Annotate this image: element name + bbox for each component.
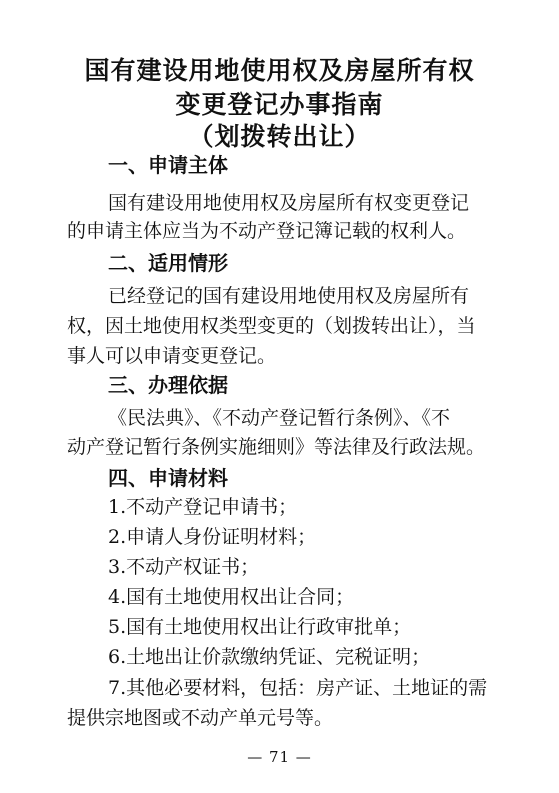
document-subtitle: （划拨转出让）: [188, 122, 371, 151]
list-item: 5.国有土地使用权出让行政审批单；: [108, 616, 412, 638]
paragraph-line: 《民法典》、《不动产登记暂行条例》、《不: [108, 407, 451, 429]
paragraph-line: 权，因土地使用权类型变更的（划拨转出让），当: [67, 315, 476, 337]
list-item: 7.其他必要材料，包括：房产证、土地证的需: [108, 677, 488, 699]
list-item: 4.国有土地使用权出让合同；: [108, 586, 355, 608]
section-heading-applicable-cases: 二、适用情形: [108, 251, 228, 275]
section-heading-legal-basis: 三、办理依据: [108, 373, 228, 397]
section-heading-materials: 四、申请材料: [108, 466, 228, 490]
list-item: 1.不动产登记申请书；: [108, 496, 298, 518]
paragraph-line: 动产登记暂行条例实施细则》等法律及行政法规。: [67, 436, 486, 458]
document-title-line-2: 变更登记办事指南: [175, 90, 384, 119]
document-title-line-1: 国有建设用地使用权及房屋所有权: [84, 56, 475, 85]
section-heading-applicant: 一、申请主体: [108, 153, 228, 177]
paragraph-line: 的申请主体应当为不动产登记簿记载的权利人。: [67, 220, 467, 242]
list-item-continuation: 提供宗地图或不动产单元号等。: [67, 707, 334, 729]
paragraph-line: 国有建设用地使用权及房屋所有权变更登记: [108, 192, 470, 214]
list-item: 6.土地出让价款缴纳凭证、完税证明；: [108, 646, 431, 668]
paragraph-line: 事人可以申请变更登记。: [67, 345, 277, 367]
paragraph-line: 已经登记的国有建设用地使用权及房屋所有: [108, 285, 470, 307]
list-item: 2.申请人身份证明材料；: [108, 526, 317, 548]
list-item: 3.不动产权证书；: [108, 556, 260, 578]
page-number: — 71 —: [247, 748, 312, 766]
